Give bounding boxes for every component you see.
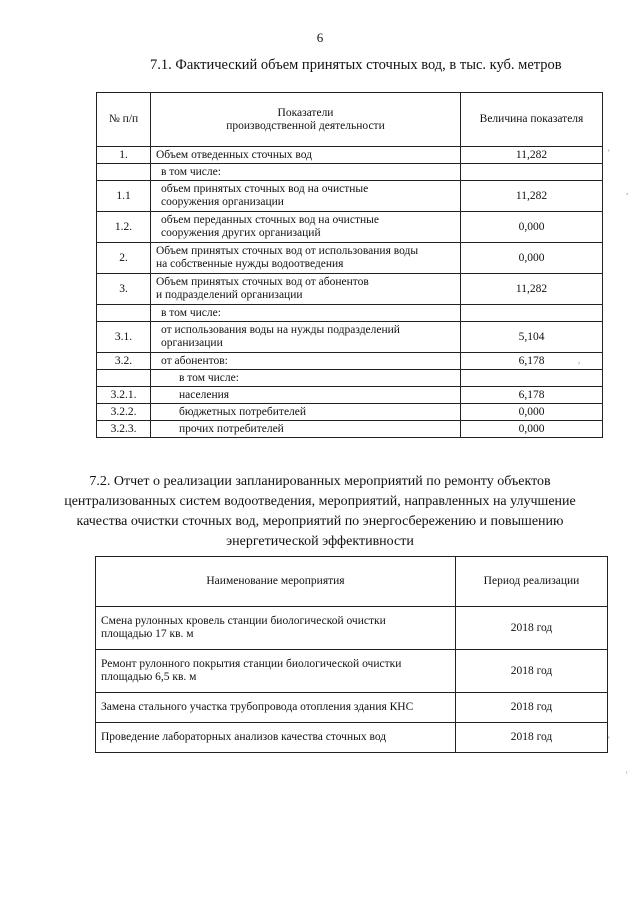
section-7-1-title: 7.1. Фактический объем принятых сточных вод, в тыс. куб. метров — [150, 57, 562, 73]
row-num — [97, 370, 151, 387]
row-value: 0,000 — [461, 404, 603, 421]
measure-period: 2018 год — [456, 723, 608, 753]
measures-table — [95, 556, 608, 753]
row-value: 0,000 — [461, 212, 603, 243]
table-row — [96, 607, 608, 650]
row-value — [461, 305, 603, 322]
wastewater-volume-table — [96, 92, 603, 438]
table-row — [97, 305, 603, 322]
table-row — [97, 322, 603, 353]
row-label: бюджетных потребителей — [151, 404, 461, 421]
row-value: 11,282 — [461, 274, 603, 305]
table-row — [96, 693, 608, 723]
row-label: в том числе: — [151, 305, 461, 322]
measure-name: Замена стального участка трубопровода отопления здания КНС — [96, 693, 456, 723]
table-row — [97, 353, 603, 370]
table-row — [97, 147, 603, 164]
row-value: 0,000 — [461, 421, 603, 438]
table-row — [96, 650, 608, 693]
row-num: 1.2. — [97, 212, 151, 243]
row-label: в том числе: — [151, 164, 461, 181]
row-num: 1.1 — [97, 181, 151, 212]
table-row — [97, 370, 603, 387]
row-label: в том числе: — [151, 370, 461, 387]
table-header-row — [97, 93, 603, 147]
table-row — [97, 164, 603, 181]
row-label: объем принятых сточных вод на очистные сооружения организации — [151, 181, 461, 212]
measure-period: 2018 год — [456, 607, 608, 650]
row-value: 6,178 — [461, 387, 603, 404]
table-row — [97, 181, 603, 212]
row-num: 3. — [97, 274, 151, 305]
scan-mark: ' — [608, 148, 610, 158]
table-row — [97, 274, 603, 305]
row-num: 3.2.3. — [97, 421, 151, 438]
row-label: Объем принятых сточных вод от использования воды на собственные нужды водоотведения — [151, 243, 461, 274]
row-num: 3.1. — [97, 322, 151, 353]
header-indicator: Показатели производственной деятельности — [151, 93, 461, 147]
section-7-2-title: 7.2. Отчет о реализации запланированных мероприятий по ремонту объектов централизованных систем водоотведения, мероприятий, направленных на улучшение качества очистки сточных вод, мероприятий по энергосбережению и повышению энергетической эффективности — [64, 474, 576, 549]
row-label: Объем принятых сточных вод от абонентов и подразделений организации — [151, 274, 461, 305]
row-num: 3.2. — [97, 353, 151, 370]
table-row — [97, 387, 603, 404]
measure-name: Проведение лабораторных анализов качества сточных вод — [96, 723, 456, 753]
row-num: 3.2.2. — [97, 404, 151, 421]
row-value: 0,000 — [461, 243, 603, 274]
header-num: № п/п — [97, 93, 151, 147]
header-period: Период реализации — [456, 557, 608, 607]
page-number: 6 — [316, 30, 324, 45]
table-header-row — [96, 557, 608, 607]
row-label: Объем отведенных сточных вод — [151, 147, 461, 164]
measure-period: 2018 год — [456, 693, 608, 723]
row-value: 5,104 — [461, 322, 603, 353]
row-label: от абонентов: — [151, 353, 461, 370]
row-num — [97, 305, 151, 322]
table-row — [97, 212, 603, 243]
row-label: от использования воды на нужды подразделений организации — [151, 322, 461, 353]
row-num: 3.2.1. — [97, 387, 151, 404]
row-num: 1. — [97, 147, 151, 164]
scan-mark: , — [578, 355, 581, 365]
table-row — [97, 243, 603, 274]
row-value: 11,282 — [461, 181, 603, 212]
scan-mark: ' — [626, 770, 628, 780]
header-measure-name: Наименование мероприятия — [96, 557, 456, 607]
row-label: населения — [151, 387, 461, 404]
row-value: 6,178 — [461, 353, 603, 370]
table-row — [96, 723, 608, 753]
measure-name: Ремонт рулонного покрытия станции биологической очистки площадью 6,5 кв. м — [96, 650, 456, 693]
row-value — [461, 370, 603, 387]
row-value — [461, 164, 603, 181]
measure-name: Смена рулонных кровель станции биологической очистки площадью 17 кв. м — [96, 607, 456, 650]
row-label: прочих потребителей — [151, 421, 461, 438]
row-num: 2. — [97, 243, 151, 274]
scan-mark: ' — [608, 735, 610, 745]
table-row — [97, 404, 603, 421]
row-num — [97, 164, 151, 181]
measure-period: 2018 год — [456, 650, 608, 693]
table-row — [97, 421, 603, 438]
scan-mark: , — [626, 186, 629, 196]
header-value: Величина показателя — [461, 93, 603, 147]
row-label: объем переданных сточных вод на очистные сооружения других организаций — [151, 212, 461, 243]
row-value: 11,282 — [461, 147, 603, 164]
